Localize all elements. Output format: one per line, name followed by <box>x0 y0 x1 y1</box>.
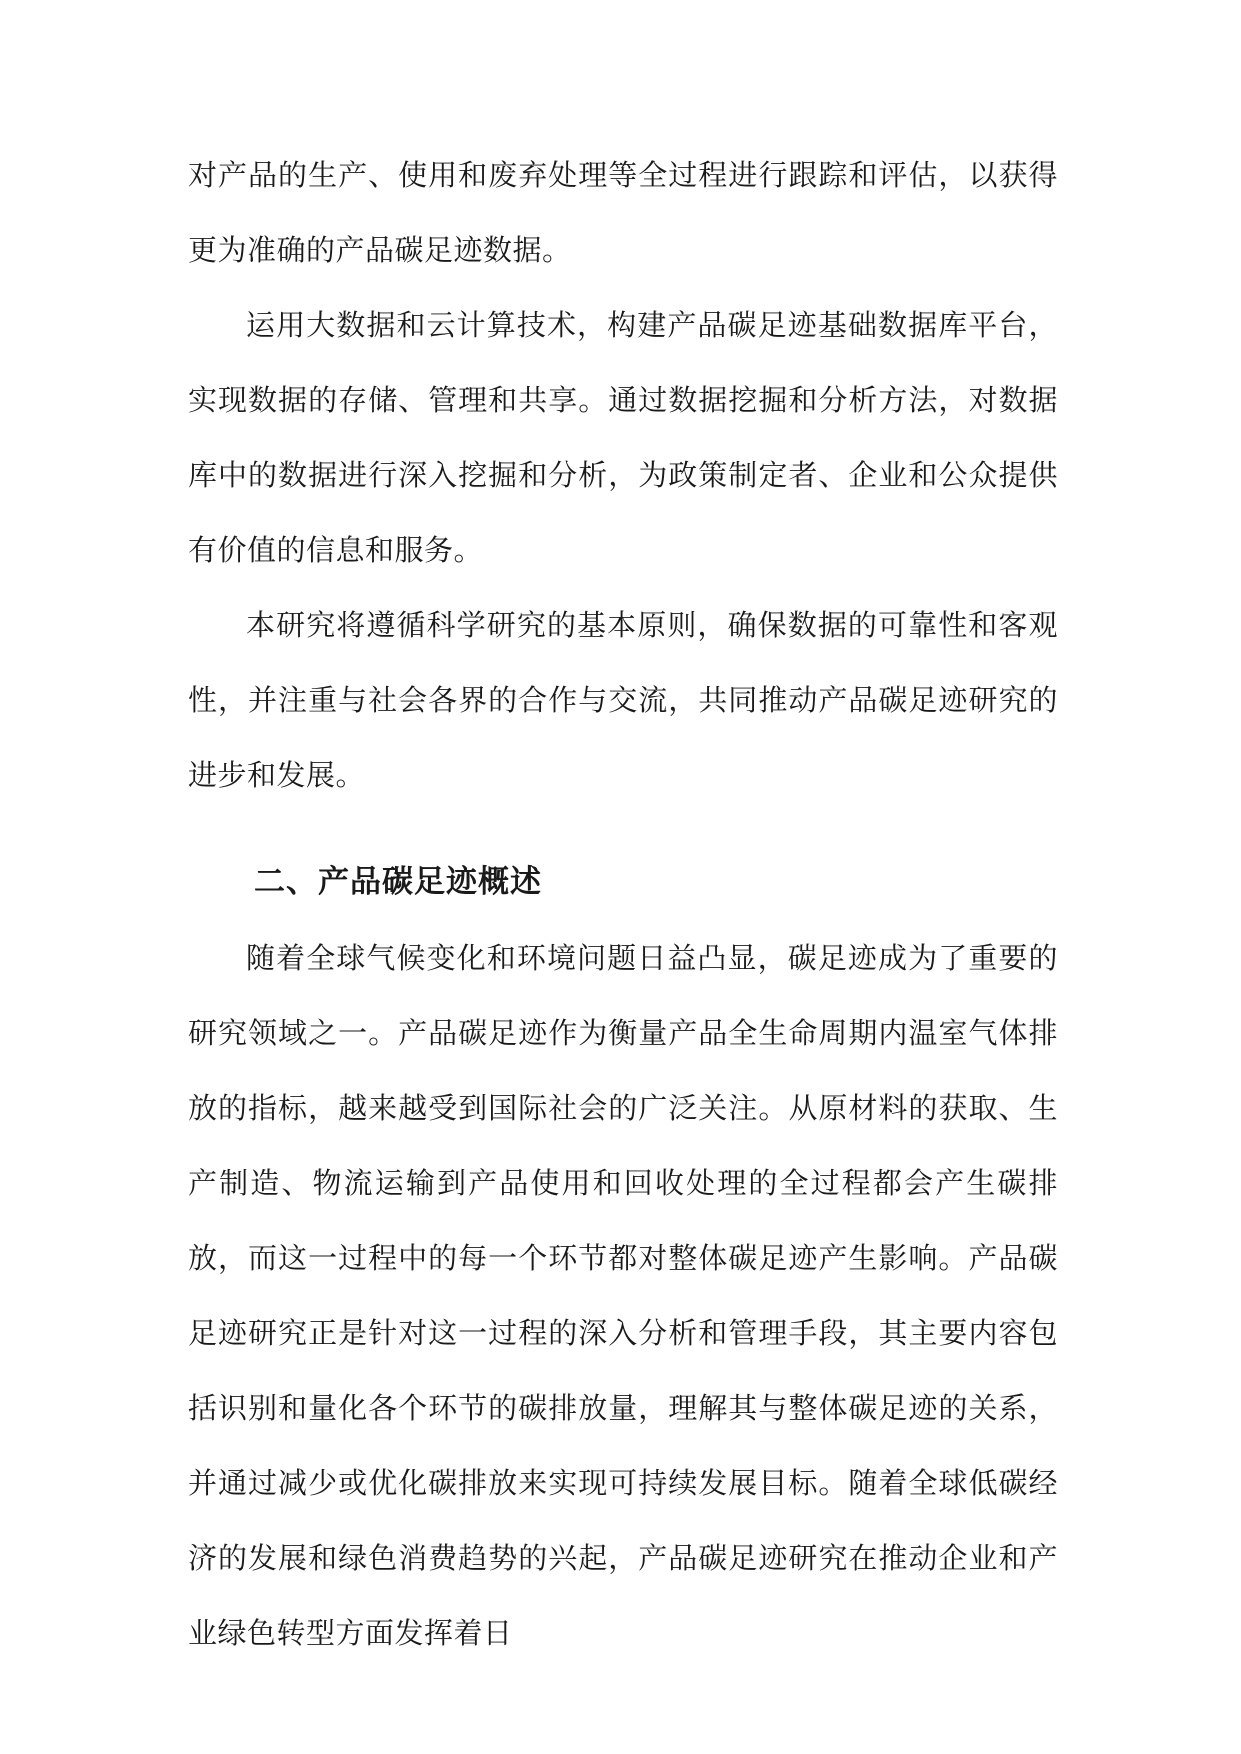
paragraph-overview: 随着全球气候变化和环境问题日益凸显，碳足迹成为了重要的研究领域之一。产品碳足迹作为衡量产品全生命周期内温室气体排放的指标，越来越受到国际社会的广泛关注。从原材料的获取、生产制造、物流运输到产品使用和回收处理的全过程都会产生碳排放，而这一过程中的每一个环节都对整体碳足迹产生影响。产品碳足迹研究正是针对这一过程的深入分析和管理手段，其主要内容包括识别和量化各个环节的碳排放量，理解其与整体碳足迹的关系，并通过减少或优化碳排放来实现可持续发展目标。随着全球低碳经济的发展和绿色消费趋势的兴起，产品碳足迹研究在推动企业和产业绿色转型方面发挥着日 <box>188 941 1058 1650</box>
section-heading: 二、产品碳足迹概述 <box>254 864 542 900</box>
paragraph-research-principles: 本研究将遵循科学研究的基本原则，确保数据的可靠性和客观性，并注重与社会各界的合作与交流，共同推动产品碳足迹研究的进步和发展。 <box>188 608 1058 792</box>
paragraph-database-platform: 运用大数据和云计算技术，构建产品碳足迹基础数据库平台，实现数据的存储、管理和共享。通过数据挖掘和分析方法，对数据库中的数据进行深入挖掘和分析，为政策制定者、企业和公众提供有价值的信息和服务。 <box>188 308 1058 567</box>
document-body <box>188 138 1058 1671</box>
paragraph-continuation: 对产品的生产、使用和废弃处理等全过程进行跟踪和评估，以获得更为准确的产品碳足迹数据。 <box>188 158 1058 267</box>
